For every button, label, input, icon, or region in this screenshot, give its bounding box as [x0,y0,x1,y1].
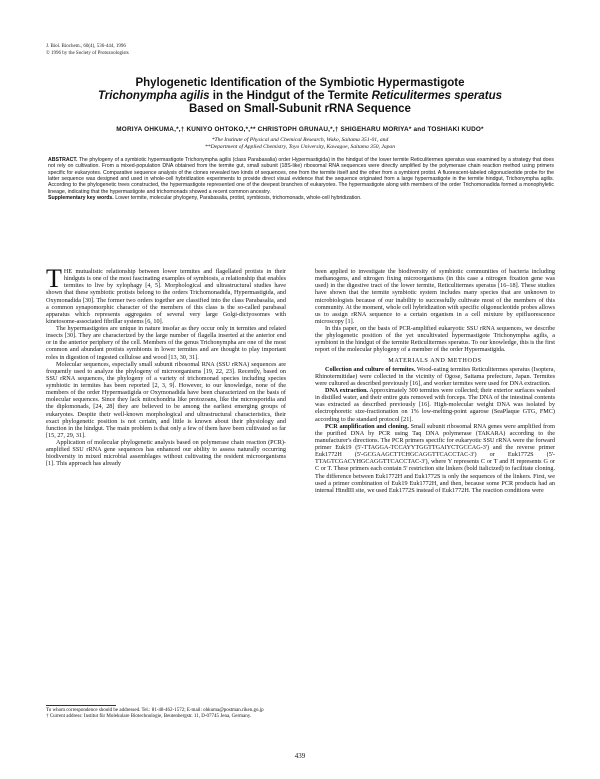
abstract [48,157,554,201]
methods-pcr-text: Small subunit ribosomal RNA genes were amplified from the purified DNA by PCR using Taq DNA polymerase (TAKARA) according to the manufacturer's directions. The PCR primers specific for eukaryotic SSU rRNA were the forward primer Euk19 (5'-TTAGGA-TCCAYYTGGTTGAIYCTGCCAG-3') and the reverse primer Euk1772H (5'-GCGAAGCTTCHGCAGGTTCACCTAC-3') or Euk1772S (5'-TTAGTCGACYHGCAGGTTCACCTAC-3'), where Y represents C or T and H represents G or C or T. These primers each contain 5' restriction site linkers (bold italicized) to facilitate cloning. The difference between Euk1772H and Euk1772S is only the sequences of the linkers. First, we used a primer combination of Euk19 Euk1772H, and then, because some PCR products had an internal HindIII site, we used Euk1772S instead of Euk1772H. The reaction conditions were [315,422,555,494]
abstract-label: ABSTRACT. [48,157,78,163]
intro-paragraph-5: been applied to investigate the biodiversity of symbiotic communities of bacteria including methanogens, and nitrogen fixing microorganisms (in this case a nitrogen fixation gene was used) in the digestive tract of the lower termite, Reticulitermes speratus [16–18]. These studies have shown that the termite symbiotic system includes many species that are unknown to microbiologists because of our inability to successfully cultivate most of the members of this community. At the moment, whole cell hybridization with specific oligonucleotide probes allows us to assign rRNA sequence to a certain organism in a cell mixture by epifluorescence microscopy [1]. [315,268,555,325]
footnote-current-address: † Current address: Institut für Molekulare Biotechnologie, Beutenbergstr. 11, D-07745 Jena, Germany. [46,714,252,720]
section-heading-methods: MATERIALS AND METHODS [388,356,482,364]
affiliation-1: *The Institute of Physical and Chemical Research, Wako, Saitama 351-01, and [211,137,389,143]
methods-pcr [315,423,555,494]
journal-header [46,44,129,57]
affiliation-2: **Department of Applied Chemistry, Toyo University, Kawagoe, Saitama 350, Japan [204,144,396,150]
author-list: MORIYA OHKUMA,*,† KUNIYO OHTOKO,*,** CHRISTOPH GRUNAU,*,† SHIGEHARU MORIYA* and TOSHIAKI KUDO* [116,126,484,133]
title-line-1: Phylogenetic Identification of the Symbiotic Hypermastigote [135,77,465,89]
methods-dna-head: DNA extraction. [325,387,369,394]
body-column-left [46,264,286,468]
paper-title [60,77,540,116]
title-species-protist: Trichonympha agilis [97,90,210,102]
title-line-2 [60,90,540,103]
intro-paragraph-4: Application of molecular phylogenetic analysis based on polymerase chain reaction (PCR)-amplified SSU rRNA gene sequences has enhanced our ability to assess naturally occurring biodiversity in mixed microbial assemblages without cultivating the resident microorganisms [1]. This approach has already [46,439,286,468]
methods-collection-text: Wood-eating termites Reticulitermes speratus (Isoptera, Rhinotermitidae) were collected in the vicinity of Ogose, Saitama prefecture, Japan. Termites were cultured as described previously [16], and worker termites were used for DNA extraction. [315,365,555,387]
abstract-text: The phylogeny of a symbiotic hypermastigote Trichonympha agilis (class Parabasalia) order Hypermastigida) in the hindgut of the lower termite Reticulitermes speratus was examined by a strategy that does not rely on cultivation. From a mixed-population DNA obtained from the termite gut, small subunit (18S-like) ribosomal RNA sequences were directly amplified by the polymerase chain reaction method using primers specific for eukaryotes. Comparative sequence analysis of the clones revealed two kinds of sequences, one from the termite itself and the other from a symbiont protist. A fluorescent-labeled oligonucleotide probe for the latter sequence was designed and used in whole-cell hybridization experiments to provide direct visual evidence that the sequence originated from a large hypermastigote in the termite hindgut, Trichonympha agilis. According to the phylogenetic trees constructed, the hypermastigote represented one of the deepest branches of eukaryotes. The hypermastigote along with members of the order Trichomonadida formed a monophyletic lineage, indicating that the hypermastigote and trichomonads showed a recent common ancestry. [48,157,554,195]
affiliations [40,137,560,151]
intro-paragraph-3: Molecular sequences, especially small subunit ribosomal RNA (SSU rRNA) sequences are frequently used to analyze the phylogeny of microorganisms [19, 22, 23]. Recently, based on SSU rRNA sequences, the phylogeny of a variety of trichomonad species including species symbiotic in termites has been reported [2, 3, 9]. However, to our knowledge, none of the members of the order Hypermastigida or Oxymonadida have been characterized on the basis of molecular sequences. Since they lack mitochondria like protozoans, like the microsporidia and the diplomonads, [24, 28] they are believed to be among the earliest emerging groups of eukaryotes. Despite their well-known morphological and ultrastructural characteristics, their exact phylogenetic position is not certain, and little is known about their physiology and function in the hindgut. The main problem is that only a few of them have been cultivated so far [15, 27, 29, 31]. [46,360,286,439]
journal-copyright: © 1996 by the Society of Protozoologists [46,50,129,56]
footnotes [46,708,286,720]
footnote-correspondence: To whom correspondence should be addressed. Tel.: 81-48-462-1572; E-mail: ohkuma@postman.riken.go.jp [46,708,264,713]
journal-citation: J. Biol. Biochem., 60(4), 536-444, 1996 [46,44,126,49]
drop-cap: T [46,264,62,293]
intro-paragraph-1 [46,264,286,325]
keywords-text: Lower termite, molecular phylogeny, Parabasalia, protist, symbiosis, trichomonads, whole-cell hybridization. [115,195,362,202]
methods-pcr-head: PCR amplification and cloning. [325,422,409,430]
methods-collection-head: Collection and culture of termites. [325,365,416,373]
intro-paragraph-1-text: HE mutualistic relationship between lower termites and flagellated protists in their hindguts is one of the most fascinating examples of symbiosis, a relationship that enables termites to live by xylophagy [4, 5]. Morphological and ultrastructural studies have shown that these symbiotic protists belong to the orders Trichomonadida, Hypermastigida, and Oxymonadida [30]. The former two orders together are classified into the class Parabasalia, and a common synapomorphic character of the members of this class is the so-called parabasal apparatus which represents aggregates of several very large Golgi-dictyosomes with kinetosome-associated fibrillar systems [6, 10]. [46,268,286,325]
title-species-termite: Reticulitermes speratus [371,90,503,102]
body-column-right [315,268,555,494]
methods-dna-extraction [315,387,555,423]
title-connector: in the Hindgut of the Termite [209,90,372,102]
keywords-label: Supplementary key words. [48,195,114,202]
methods-dna-text: Approximately 300 termites were collected; their exterior surfaces washed in distilled water, and their entire guts removed with forceps. The DNA of the intestinal contents was extracted as described previously [16]. High-molecular weight DNA was isolated by electrophoretic size-fractionation on 1% low-melting-point agarose (SeaPlaque GTG, FMC) according to the standard protocol [21]. [315,387,555,423]
methods-collection [315,366,555,387]
page-number: 439 [294,752,306,760]
intro-paragraph-2: The hypermastigotes are unique in nature insofar as they occur only in termites and related insects [30]. They are characterized by the large number of flagella inserted at the anterior end or in the anterior periphery of the cell. Members of the genus Trichonympha are one of the most common and abundant protists symbionts in lower termites and are thought to play important roles in digestion of ingested cellulose and wood [13, 30, 31]. [46,325,286,361]
footnote-divider [46,705,116,706]
title-line-3: Based on Small-Subunit rRNA Sequence [189,103,411,115]
intro-paragraph-6: In this paper, on the basis of PCR-amplified eukaryotic SSU rRNA sequences, we describe the phylogenetic position of the yet uncultivated hypermastigote Trichonympha agilis, a symbiont in the hindgut of the termite Reticulitermes speratus. To our knowledge, this is the first report of the molecular phylogeny of a member of the order Hypermastigida. [315,325,555,354]
